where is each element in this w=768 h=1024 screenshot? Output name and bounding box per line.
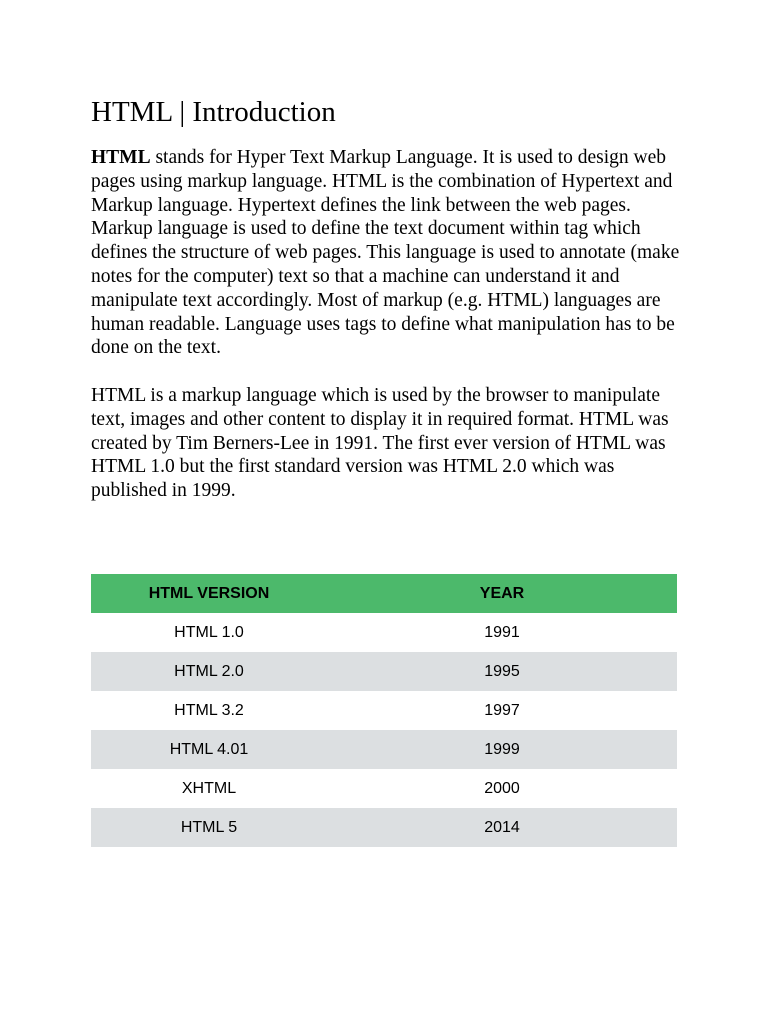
year-cell: 1999 <box>484 740 520 758</box>
versions-table-container <box>91 574 677 847</box>
version-cell: HTML 3.2 <box>174 701 244 719</box>
year-cell: 2014 <box>484 818 520 836</box>
version-cell: HTML 2.0 <box>174 662 244 680</box>
intro-paragraph-text: stands for Hyper Text Markup Language. It is used to design web pages using markup language. HTML is the combination of Hypertext and Markup language. Hypertext defines the link between the web pages. Markup language is used to define the text document within tag which defines the structure of web pages. This language is used to annotate (make notes for the computer) text so that a machine can understand it and manipulate text accordingly. Most of markup (e.g. HTML) languages are human readable. Language uses tags to define what manipulation has to be done on the text. <box>91 147 680 359</box>
table-row <box>91 730 677 769</box>
year-cell: 1991 <box>484 623 520 641</box>
intro-bold-term: HTML <box>91 147 151 168</box>
year-cell: 1997 <box>484 701 520 719</box>
table-row <box>91 613 677 652</box>
version-cell: HTML 4.01 <box>169 740 249 758</box>
year-cell: 2000 <box>484 779 520 797</box>
table-row <box>91 808 677 847</box>
version-cell: XHTML <box>181 779 237 797</box>
header-version: HTML VERSION <box>148 584 270 602</box>
version-cell: HTML 1.0 <box>174 623 244 641</box>
versions-table <box>91 574 677 847</box>
document-body <box>91 96 681 503</box>
table-row <box>91 652 677 691</box>
version-cell: HTML 5 <box>180 818 238 836</box>
table-row <box>91 769 677 808</box>
intro-paragraph <box>91 146 681 360</box>
year-cell: 1995 <box>484 662 520 680</box>
page-title: HTML | Introduction <box>91 96 336 128</box>
history-paragraph: HTML is a markup language which is used by the browser to manipulate text, images and other content to display it in required format. HTML was created by Tim Berners-Lee in 1991. The first ever version of HTML was HTML 1.0 but the first standard version was HTML 2.0 which was published in 1999. <box>91 384 669 502</box>
table-row <box>91 691 677 730</box>
table-header-row <box>91 574 677 613</box>
header-year: YEAR <box>479 584 525 602</box>
